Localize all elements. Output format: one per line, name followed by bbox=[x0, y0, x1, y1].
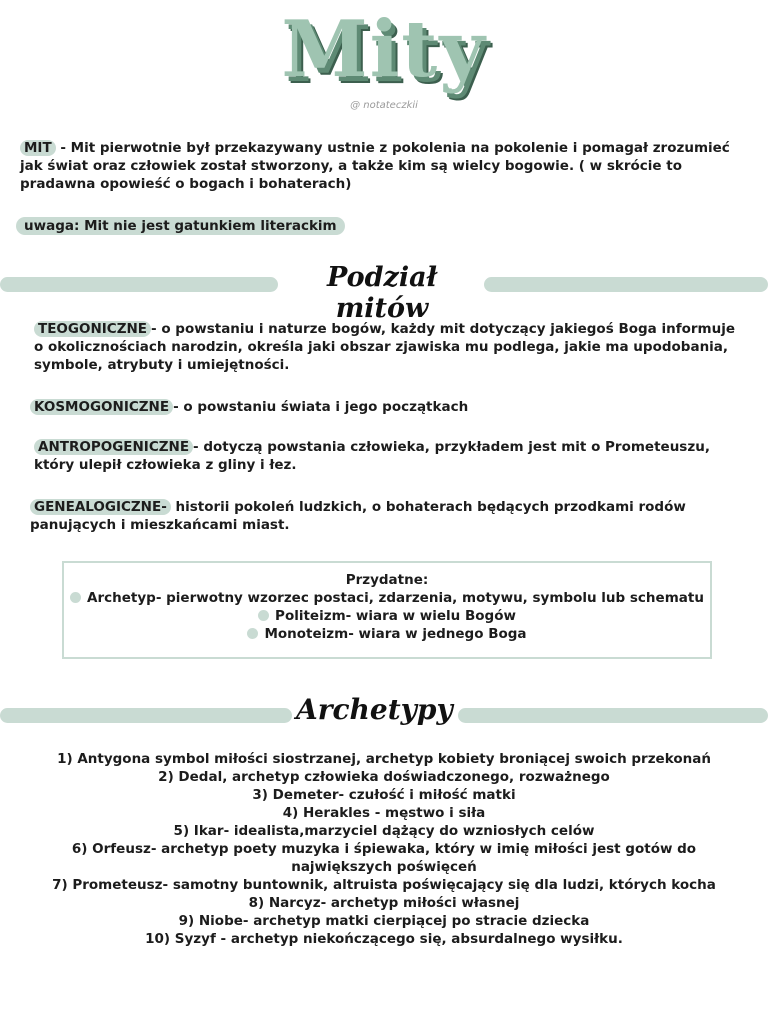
useful-box bbox=[62, 561, 712, 659]
section-divider-right bbox=[458, 708, 768, 723]
useful-item: Archetyp- pierwotny wzorzec postaci, zdarzenia, motywu, symbolu lub schematu bbox=[64, 589, 710, 607]
page-title: Mity bbox=[281, 4, 487, 95]
author-handle: @ notateczkii bbox=[350, 100, 418, 111]
list-item: 8) Narcyz- archetyp miłości własnej bbox=[248, 895, 520, 911]
archetypes-section-title: Archetypy bbox=[296, 693, 453, 726]
category-term: TEOGONICZNE bbox=[34, 321, 151, 337]
category-antropogeniczne bbox=[34, 438, 740, 474]
intro-note: uwaga: Mit nie jest gatunkiem literackim bbox=[16, 217, 345, 235]
division-section-title: Podział mitów bbox=[327, 262, 437, 324]
list-item: 6) Orfeusz- archetyp poety muzyka i śpiewaka, który w imię miłości jest gotów do największych poświęceń bbox=[71, 841, 697, 875]
bullet-icon bbox=[70, 592, 81, 603]
header bbox=[0, 0, 768, 120]
bullet-icon bbox=[258, 610, 269, 621]
list-item: 2) Dedal, archetyp człowieka doświadczonego, rozważnego bbox=[158, 769, 610, 785]
category-text: - dotyczą powstania człowieka, przykładem jest mit o Prometeuszu, który ulepił człowieka z gliny i łez. bbox=[34, 439, 710, 473]
category-text: historii pokoleń ludzkich, o bohaterach będących przodkami rodów panujących i mieszkańcami miast. bbox=[30, 499, 686, 533]
bullet-icon bbox=[247, 628, 258, 639]
category-term: GENEALOGICZNE- bbox=[30, 499, 171, 515]
category-term: ANTROPOGENICZNE bbox=[34, 439, 193, 455]
category-text: - o powstaniu i naturze bogów, każdy mit dotyczący jakiegoś Boga informuje o okolicznościach narodzin, określa jaki obszar zjawiska mu podlega, jakie ma upodobania, symbole, atrybuty i umiejętności. bbox=[34, 321, 735, 373]
category-teogoniczne bbox=[34, 320, 740, 374]
archetypes-list bbox=[20, 750, 748, 948]
useful-item: Politeizm- wiara w wielu Bogów bbox=[64, 607, 710, 625]
useful-item: Monoteizm- wiara w jednego Boga bbox=[64, 625, 710, 643]
list-item: 3) Demeter- czułość i miłość matki bbox=[252, 787, 516, 803]
useful-box-title: Przydatne: bbox=[345, 572, 429, 588]
intro-term: MIT bbox=[20, 140, 56, 156]
category-genealogiczne bbox=[30, 498, 736, 534]
list-item: 7) Prometeusz- samotny buntownik, altruista poświęcający się dla ludzi, których kocha bbox=[52, 877, 716, 893]
category-kosmogoniczne bbox=[30, 398, 736, 416]
section-divider-left bbox=[0, 277, 278, 292]
intro-text: - Mit pierwotnie był przekazywany ustnie z pokolenia na pokolenie i pomagał zrozumieć jak świat oraz człowiek został stworzony, a także kim są wielcy bogowie. ( w skrócie to pradawna opowieść o bogach i bohaterach) bbox=[20, 140, 730, 192]
list-item: 1) Antygona symbol miłości siostrzanej, archetyp kobiety broniącej swoich przekonań bbox=[57, 751, 711, 767]
category-text: - o powstaniu świata i jego początkach bbox=[173, 399, 469, 415]
list-item: 9) Niobe- archetyp matki cierpiącej po stracie dziecka bbox=[178, 913, 590, 929]
category-term: KOSMOGONICZNE bbox=[30, 399, 173, 415]
list-item: 10) Syzyf - archetyp niekończącego się, absurdalnego wysiłku. bbox=[145, 931, 623, 947]
intro-paragraph bbox=[20, 139, 732, 193]
list-item: 4) Herakles - męstwo i siła bbox=[282, 805, 486, 821]
list-item: 5) Ikar- idealista,marzyciel dążący do wzniosłych celów bbox=[173, 823, 595, 839]
section-divider-left bbox=[0, 708, 292, 723]
section-divider-right bbox=[484, 277, 768, 292]
